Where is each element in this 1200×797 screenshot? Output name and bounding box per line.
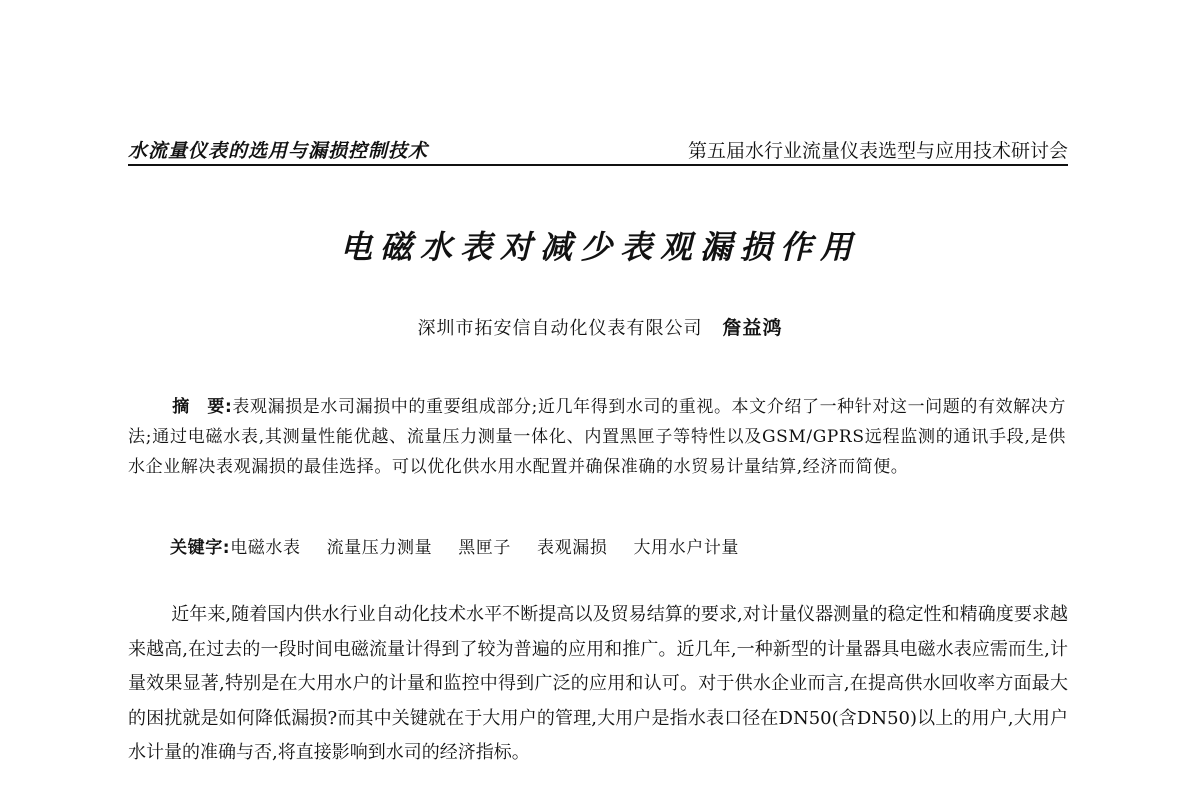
author-organization: 深圳市拓安信自动化仪表有限公司 (417, 318, 703, 339)
body-paragraph: 近年来,随着国内供水行业自动化技术水平不断提高以及贸易结算的要求,对计量仪器测量的稳定性和精确度要求越来越高,在过去的一段时间电磁流量计得到了较为普遍的应用和推广。近几年,一种新型的计量器具电磁水表应需而生,计量效果显著,特别是在大用水户的计量和监控中得到广泛的应用和认可。对于供水企业而言,在提高供水回收率方面最大的困扰就是如何降低漏损?而其中关键就在于大用户的管理,大用户是指水表口径在DN50(含DN50)以上的用户,大用户水计量的准确与否,将直接影响到水司的经济指标。 (128, 604, 1068, 763)
byline (0, 313, 1200, 340)
keyword: 黑匣子 (458, 538, 512, 558)
keywords-label: 关键字: (170, 538, 231, 558)
keyword: 流量压力测量 (326, 538, 433, 558)
keyword: 表观漏损 (537, 538, 608, 558)
running-header-conference: 第五届水行业流量仪表选型与应用技术研讨会 (687, 140, 1068, 162)
keyword: 电磁水表 (230, 538, 301, 558)
abstract-label: 摘 要: (172, 397, 233, 417)
body-text (128, 598, 1068, 771)
paper-title: 电磁水表对减少表观漏损作用 (339, 228, 860, 266)
running-header (128, 134, 1068, 166)
author-name: 詹益鸿 (722, 317, 783, 339)
running-header-book-title: 水流量仪表的选用与漏损控制技术 (128, 140, 429, 162)
abstract-text: 表观漏损是水司漏损中的重要组成部分;近几年得到水司的重视。本文介绍了一种针对这一问题的有效解决方法;通过电磁水表,其测量性能优越、流量压力测量一体化、内置黑匣子等特性以及GSM/GPRS远程监测的通讯手段,是供水企业解决表观漏损的最佳选择。可以优化供水用水配置并确保准确的水贸易计量结算,经济而简便。 (128, 397, 1066, 477)
abstract (128, 392, 1066, 482)
keyword: 大用水户计量 (633, 538, 740, 558)
keywords (170, 533, 765, 558)
